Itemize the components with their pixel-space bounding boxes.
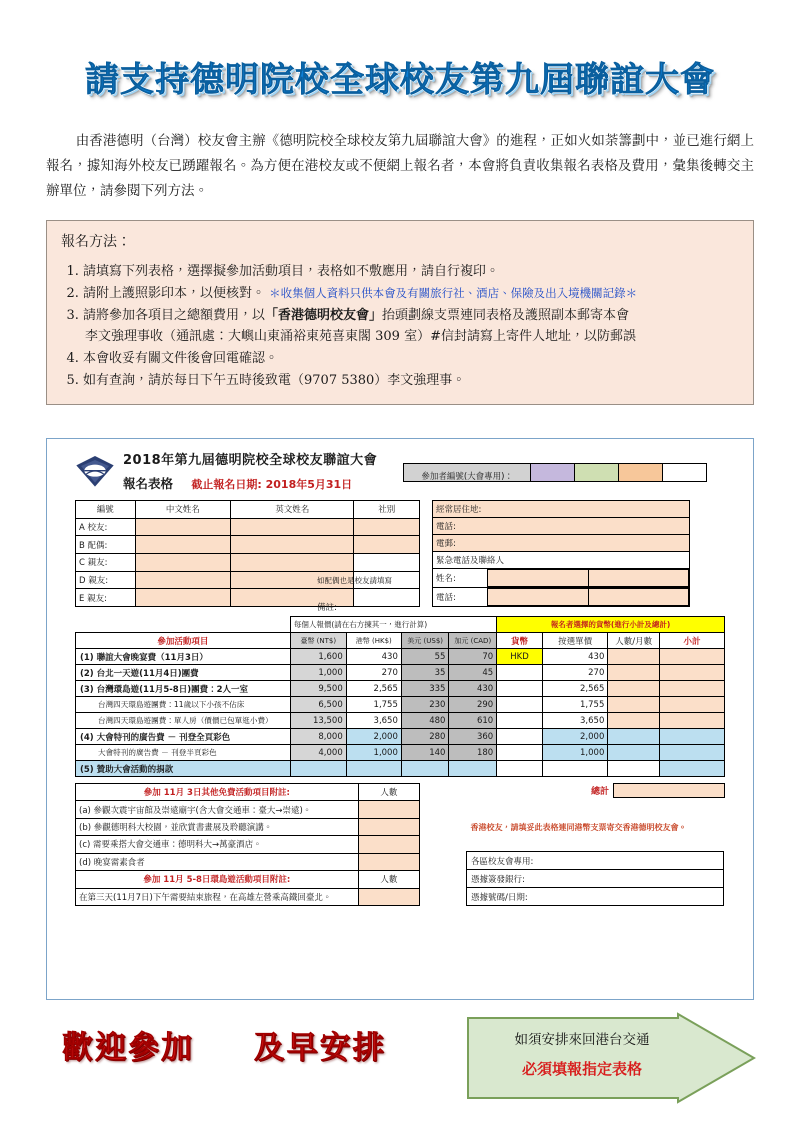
price-4a-currency[interactable] <box>497 745 543 761</box>
price-group-header-row <box>76 617 725 633</box>
method-item-2-text: 請附上護照影印本，以便核對。 <box>83 285 266 301</box>
price-3-subtotal[interactable] <box>659 681 724 697</box>
method-heading: 報名方法： <box>61 233 131 250</box>
emergency-name-label: 姓名: <box>433 570 488 587</box>
price-1-unit: 430 <box>542 649 607 665</box>
method-item-2-note: ＊收集個人資料只供本會及有關旅行社、酒店、保險及出入境機關記錄＊ <box>269 285 638 300</box>
table-row <box>433 588 690 607</box>
names-row-label-a: A 校友: <box>76 518 136 536</box>
total-row <box>432 783 725 798</box>
price-3-usd: 335 <box>401 681 449 697</box>
names-cn-e[interactable] <box>135 589 231 607</box>
price-4a-subtotal[interactable] <box>659 745 724 761</box>
participant-number-cell-1[interactable] <box>531 463 575 482</box>
title-section <box>0 0 800 101</box>
form-label: 報名表格 <box>123 476 174 491</box>
price-3b-ntd: 13,500 <box>290 713 346 729</box>
price-item-4: (4) 大會特刊的廣告費 － 刊登全頁彩色 <box>76 729 291 745</box>
list-item <box>76 888 420 905</box>
price-3-unit: 2,565 <box>542 681 607 697</box>
price-2-currency[interactable] <box>497 665 543 681</box>
price-1-usd: 55 <box>401 649 449 665</box>
form-header <box>75 449 725 492</box>
table-row <box>76 871 420 888</box>
price-3a-qty[interactable] <box>608 697 660 713</box>
price-3b-qty[interactable] <box>608 713 660 729</box>
price-item-5: (5) 贊助大會活動的捐款 <box>76 761 291 777</box>
nov3-qty-header: 人數 <box>358 784 419 801</box>
price-3b-unit: 3,650 <box>542 713 607 729</box>
price-5-subtotal[interactable] <box>659 761 724 777</box>
form-deadline: 截止報名日期: 2018年5月31日 <box>191 478 353 491</box>
price-4-cad: 360 <box>449 729 497 745</box>
emergency-phone-input2[interactable] <box>588 589 689 606</box>
names-table <box>75 500 420 607</box>
price-1-ntd: 1,600 <box>290 649 346 665</box>
list-item <box>76 801 420 818</box>
method-item-3-bold: 「香港德明校友會」 <box>265 308 383 323</box>
list-item <box>76 853 420 870</box>
method-item-2 <box>83 283 739 304</box>
price-4a-unit: 1,000 <box>542 745 607 761</box>
price-3b-cad: 610 <box>449 713 497 729</box>
table-row <box>433 569 690 588</box>
price-item-3a: 台灣四天環島遊團費：11歲以下小孩不佔床 <box>76 697 291 713</box>
names-club-a[interactable] <box>354 518 420 536</box>
names-row-label-c: C 親友: <box>76 553 136 571</box>
price-4-usd: 280 <box>401 729 449 745</box>
bank-row-3[interactable]: 憑據號碼/日期: <box>467 888 724 906</box>
price-2-unit: 270 <box>542 665 607 681</box>
method-item-4-text: 本會收妥有關文件後會回電確認。 <box>83 351 279 367</box>
nov58-qty-1[interactable] <box>358 888 419 905</box>
table-row <box>76 649 725 665</box>
nov3-qty-b[interactable] <box>358 818 419 835</box>
price-1-cad: 70 <box>449 649 497 665</box>
names-cn-c[interactable] <box>135 553 231 571</box>
nov58-item-1: 在第三天(11月7日)下午需要結束旅程，在高雄左營乘高鐵回臺北。 <box>76 888 359 905</box>
price-5-qty[interactable] <box>608 761 660 777</box>
price-item-1: (1) 聯誼大會晚宴費（11月3日） <box>76 649 291 665</box>
price-3a-subtotal[interactable] <box>659 697 724 713</box>
welcome-text <box>62 1022 386 1067</box>
price-col-currency: 貨幣 <box>497 633 543 649</box>
price-3b-hkd: 3,650 <box>346 713 401 729</box>
price-1-currency[interactable]: HKD <box>497 649 543 665</box>
price-table <box>75 616 725 777</box>
table-row <box>433 501 690 518</box>
price-2-subtotal[interactable] <box>659 665 724 681</box>
price-3-cad: 430 <box>449 681 497 697</box>
price-2-ntd: 1,000 <box>290 665 346 681</box>
nov3-item-a: (a) 參觀次震宇宙館及崇遠廟宇(含大會交通車：臺大→崇遠)。 <box>76 801 359 818</box>
price-col-qty: 人數/月數 <box>608 633 660 649</box>
price-5-currency[interactable] <box>497 761 543 777</box>
list-item <box>76 836 420 853</box>
nov58-notes-header: 參加 11月 5-8日環島遊活動項目附註: <box>76 871 359 888</box>
emergency-name-input[interactable] <box>488 570 589 587</box>
emergency-header: 緊急電話及聯絡人 <box>433 552 690 569</box>
method-item-3-text-a: 請將參加各項目之總額費用，以 <box>83 308 266 323</box>
table-row <box>76 729 725 745</box>
contact-table <box>432 500 690 607</box>
price-5-cad <box>449 761 497 777</box>
method-item-5 <box>83 370 739 391</box>
price-3-hkd: 2,565 <box>346 681 401 697</box>
lower-right-area <box>432 783 725 906</box>
price-3b-usd: 480 <box>401 713 449 729</box>
emergency-phone-label: 電話: <box>433 589 488 606</box>
nov3-item-d: (d) 晚宴需素食者 <box>76 853 359 870</box>
price-item-3b: 台灣四天環島遊團費：單人房（價價已包單逛小費） <box>76 713 291 729</box>
names-row-label-e: E 親友: <box>76 589 136 607</box>
method-item-1-text: 請填寫下列表格，選擇擬參加活動項目，表格如不敷應用，請自行複印。 <box>83 263 500 279</box>
names-header-row <box>76 501 420 519</box>
participant-number-cell-4[interactable] <box>663 463 707 482</box>
table-row <box>76 553 420 571</box>
method-item-3 <box>83 305 739 347</box>
table-row <box>467 852 724 870</box>
price-header-row <box>76 633 725 649</box>
names-col-id: 編號 <box>76 501 136 519</box>
price-4-unit: 2,000 <box>542 729 607 745</box>
names-club-e[interactable] <box>354 589 420 607</box>
contact-phone[interactable]: 電話: <box>433 518 690 535</box>
price-5-hkd <box>346 761 401 777</box>
page-title: 請支持德明院校全球校友第九屆聯誼大會 <box>85 60 715 100</box>
price-1-hkd: 430 <box>346 649 401 665</box>
table-row <box>76 745 725 761</box>
price-1-subtotal[interactable] <box>659 649 724 665</box>
form-org-title: 2018年第九屆德明院校全球校友聯誼大會 <box>123 453 378 468</box>
registration-method-box <box>46 220 754 405</box>
transport-arrow-callout <box>466 1012 756 1104</box>
emergency-name-input2[interactable] <box>588 570 689 587</box>
names-cn-a[interactable] <box>135 518 231 536</box>
table-row <box>76 665 725 681</box>
price-3a-hkd: 1,755 <box>346 697 401 713</box>
names-club-b[interactable] <box>354 536 420 554</box>
nov3-notes-header: 參加 11月 3日其他免費活動項目附註: <box>76 784 359 801</box>
price-col-item: 參加活動項目 <box>76 633 291 649</box>
nov3-item-b: (b) 參觀德明科大校園，並欣賞書畫展及聆聽演講。 <box>76 818 359 835</box>
price-item-4a: 大會特刊的廣告費 － 刊登半頁彩色 <box>76 745 291 761</box>
price-1-qty[interactable] <box>608 649 660 665</box>
welcome-part-1: 歡迎參加 <box>62 1030 194 1066</box>
remark-label: 備註: <box>317 603 337 613</box>
price-4a-cad: 180 <box>449 745 497 761</box>
price-3a-currency[interactable] <box>497 697 543 713</box>
nov58-qty-header: 人數 <box>358 871 419 888</box>
table-row <box>76 784 420 801</box>
participant-number-cell-2[interactable] <box>575 463 619 482</box>
list-item <box>76 818 420 835</box>
emergency-phone-input[interactable] <box>488 589 589 606</box>
total-value-box[interactable] <box>613 783 725 798</box>
price-5-usd <box>401 761 449 777</box>
price-col-unitprice: 按選單價 <box>542 633 607 649</box>
price-currency-group-header: 報名者選擇的貨幣(進行小計及總計) <box>497 617 725 633</box>
price-3a-usd: 230 <box>401 697 449 713</box>
price-item-3: (3) 台灣環島遊(11月5-8日)團費：2人一室 <box>76 681 291 697</box>
contact-address[interactable]: 經常居住地: <box>433 501 690 518</box>
table-row <box>467 870 724 888</box>
table-row <box>433 518 690 535</box>
table-row <box>76 681 725 697</box>
price-3b-currency[interactable] <box>497 713 543 729</box>
nov3-qty-c[interactable] <box>358 836 419 853</box>
price-2-qty[interactable] <box>608 665 660 681</box>
price-4-qty[interactable] <box>608 729 660 745</box>
names-en-b[interactable] <box>231 536 354 554</box>
price-3-ntd: 9,500 <box>290 681 346 697</box>
price-item-2: (2) 台北一天遊(11月4日)團費 <box>76 665 291 681</box>
method-item-3-text-b: 抬頭劃線支票連同表格及護照副本郵寄本會 <box>382 308 630 323</box>
price-col-hkd: 港幣 (HK$) <box>346 633 401 649</box>
price-3-currency[interactable] <box>497 681 543 697</box>
price-4-currency[interactable] <box>497 729 543 745</box>
price-2-cad: 45 <box>449 665 497 681</box>
names-col-en: 英文姓名 <box>231 501 354 519</box>
bank-row-2[interactable]: 憑據簽發銀行: <box>467 870 724 888</box>
price-4-hkd: 2,000 <box>346 729 401 745</box>
registration-form-panel <box>46 438 754 1000</box>
intro-text: 由香港德明（台灣）校友會主辦《德明院校全球校友第九屆聯誼大會》的進程，正如火如荼籌劃中，並已進行網上報名，據知海外校友已踴躍報名。為方便在港校友或不便網上報名者，本會將負責收集報名表格及費用，彙集後轉交主辦單位，請參閱下列方法。 <box>46 133 754 199</box>
price-4-subtotal[interactable] <box>659 729 724 745</box>
names-club-c[interactable] <box>354 553 420 571</box>
method-item-1 <box>83 261 739 282</box>
price-col-cad: 加元 (CAD) <box>449 633 497 649</box>
names-en-a[interactable] <box>231 518 354 536</box>
price-3a-cad: 290 <box>449 697 497 713</box>
table-row <box>433 535 690 552</box>
price-col-usd: 美元 (US$) <box>401 633 449 649</box>
alumni-logo-icon <box>75 453 115 491</box>
table-row <box>76 536 420 554</box>
price-unit-group-header: 每個人報價(請在右方揀其一，進行計算) <box>290 617 496 633</box>
total-label: 總計 <box>590 787 609 797</box>
price-5-unit <box>542 761 607 777</box>
contact-email[interactable]: 電郵: <box>433 535 690 552</box>
names-en-c[interactable] <box>231 553 354 571</box>
welcome-part-2: 及早安排 <box>253 1030 386 1066</box>
price-5-ntd <box>290 761 346 777</box>
price-4-ntd: 8,000 <box>290 729 346 745</box>
price-4a-qty[interactable] <box>608 745 660 761</box>
names-row-label-d: D 親友: <box>76 571 136 589</box>
nov3-item-c: (c) 需要乘搭大會交通車：德明科大→萬豪酒店。 <box>76 836 359 853</box>
method-item-3-line2: 李文強理事收（通訊處：大嶼山東涌裕東苑喜東閣 309 室）#信封請寫上寄件人地址，以防郵誤 <box>85 329 636 345</box>
hk-alumni-note: 香港校友，請填妥此表格連同港幣支票寄交香港德明校友會。 <box>470 823 687 832</box>
table-row <box>433 552 690 569</box>
method-item-4 <box>83 348 739 369</box>
table-row <box>76 713 725 729</box>
spouse-note: 如配偶也是校友請填寫 <box>317 576 392 585</box>
price-3a-ntd: 6,500 <box>290 697 346 713</box>
table-row <box>76 518 420 536</box>
method-list <box>61 261 739 391</box>
names-col-club: 社別 <box>354 501 420 519</box>
price-3-qty[interactable] <box>608 681 660 697</box>
table-row <box>76 589 420 607</box>
method-item-5-text: 如有查詢，請於每日下午五時後致電（9707 5380）李文強理事。 <box>83 373 466 389</box>
price-col-subtotal: 小計 <box>659 633 724 649</box>
price-2-usd: 35 <box>401 665 449 681</box>
names-row-label-b: B 配偶: <box>76 536 136 554</box>
table-row <box>76 697 725 713</box>
price-4a-usd: 140 <box>401 745 449 761</box>
arrow-line-2: 必須填報指定表格 <box>521 1060 642 1078</box>
price-4a-ntd: 4,000 <box>290 745 346 761</box>
names-cn-d[interactable] <box>135 571 231 589</box>
participant-number-group <box>403 463 707 482</box>
names-cn-b[interactable] <box>135 536 231 554</box>
table-row <box>76 761 725 777</box>
bank-row-1[interactable]: 各區校友會專用: <box>467 852 724 870</box>
participant-number-cell-3[interactable] <box>619 463 663 482</box>
price-4a-hkd: 1,000 <box>346 745 401 761</box>
bank-table <box>466 851 724 906</box>
price-3b-subtotal[interactable] <box>659 713 724 729</box>
nov3-qty-a[interactable] <box>358 801 419 818</box>
intro-paragraph <box>46 129 754 204</box>
names-col-cn: 中文姓名 <box>135 501 231 519</box>
free-activities-table <box>75 783 420 906</box>
table-row <box>467 888 724 906</box>
price-col-ntd: 臺幣 (NT$) <box>290 633 346 649</box>
participant-number-label[interactable]: 參加者編號(大會專用)： <box>403 463 531 482</box>
lower-area <box>75 783 725 906</box>
price-2-hkd: 270 <box>346 665 401 681</box>
nov3-qty-d[interactable] <box>358 853 419 870</box>
personal-info-area <box>75 500 725 607</box>
price-3a-unit: 1,755 <box>542 697 607 713</box>
footer-section <box>0 1008 800 1118</box>
arrow-line-1: 如須安排來回港台交通 <box>514 1032 650 1048</box>
